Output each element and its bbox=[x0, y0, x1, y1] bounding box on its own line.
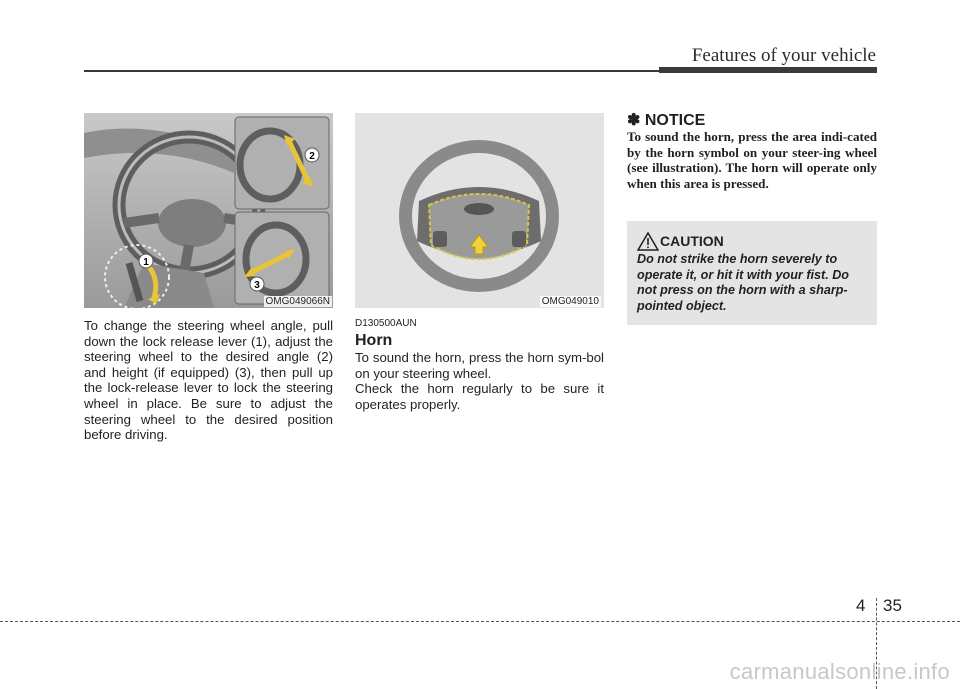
callout-2: 2 bbox=[309, 151, 315, 162]
chapter-number: 4 bbox=[856, 596, 866, 615]
header-rule-thick bbox=[659, 67, 877, 73]
callout-1: 1 bbox=[143, 257, 149, 268]
notice-title: ✽ NOTICE bbox=[627, 112, 706, 129]
figure-code: OMG049066N bbox=[265, 296, 330, 307]
horn-paragraph-1: To sound the horn, press the horn sym-bol on your steering wheel. bbox=[355, 350, 604, 381]
callout-3: 3 bbox=[254, 280, 260, 291]
horn-steering-wheel-illustration bbox=[355, 113, 604, 308]
caution-text: Do not strike the horn severely to operate it, or hit it with your fist. Do not press on the horn with a sharp-pointed object. bbox=[637, 252, 849, 313]
figure-code: OMG049010 bbox=[541, 296, 599, 307]
doc-code: D130500AUN bbox=[355, 318, 417, 329]
steering-adjust-illustration bbox=[84, 113, 333, 308]
steering-adjust-paragraph: To change the steering wheel angle, pull down the lock release lever (1), adjust the steering wheel to the desired angle (2) and height (if equipped) (3), then pull up the lock-release lever to lock the steering wheel in place. Be sure to adjust the steering wheel to the desired position before driving. bbox=[84, 318, 333, 443]
watermark: carmanualsonline.info bbox=[729, 659, 950, 684]
warning-triangle-icon bbox=[637, 232, 659, 251]
notice-text: To sound the horn, press the area indi-cated by the horn symbol on your steer-ing wheel (see illustration). The horn will operate only when this area is pressed. bbox=[627, 129, 877, 191]
caution-box bbox=[627, 221, 877, 325]
steering-adjust-figure bbox=[84, 113, 333, 308]
header-rule bbox=[84, 70, 659, 72]
horn-figure bbox=[355, 113, 604, 308]
horn-paragraph-2: Check the horn regularly to be sure it operates properly. bbox=[355, 381, 604, 412]
footer-divider bbox=[0, 621, 960, 622]
horn-heading: Horn bbox=[355, 332, 393, 349]
page-number: 35 bbox=[883, 596, 902, 615]
caution-title: CAUTION bbox=[660, 233, 724, 249]
page-header-title: Features of your vehicle bbox=[691, 45, 876, 66]
